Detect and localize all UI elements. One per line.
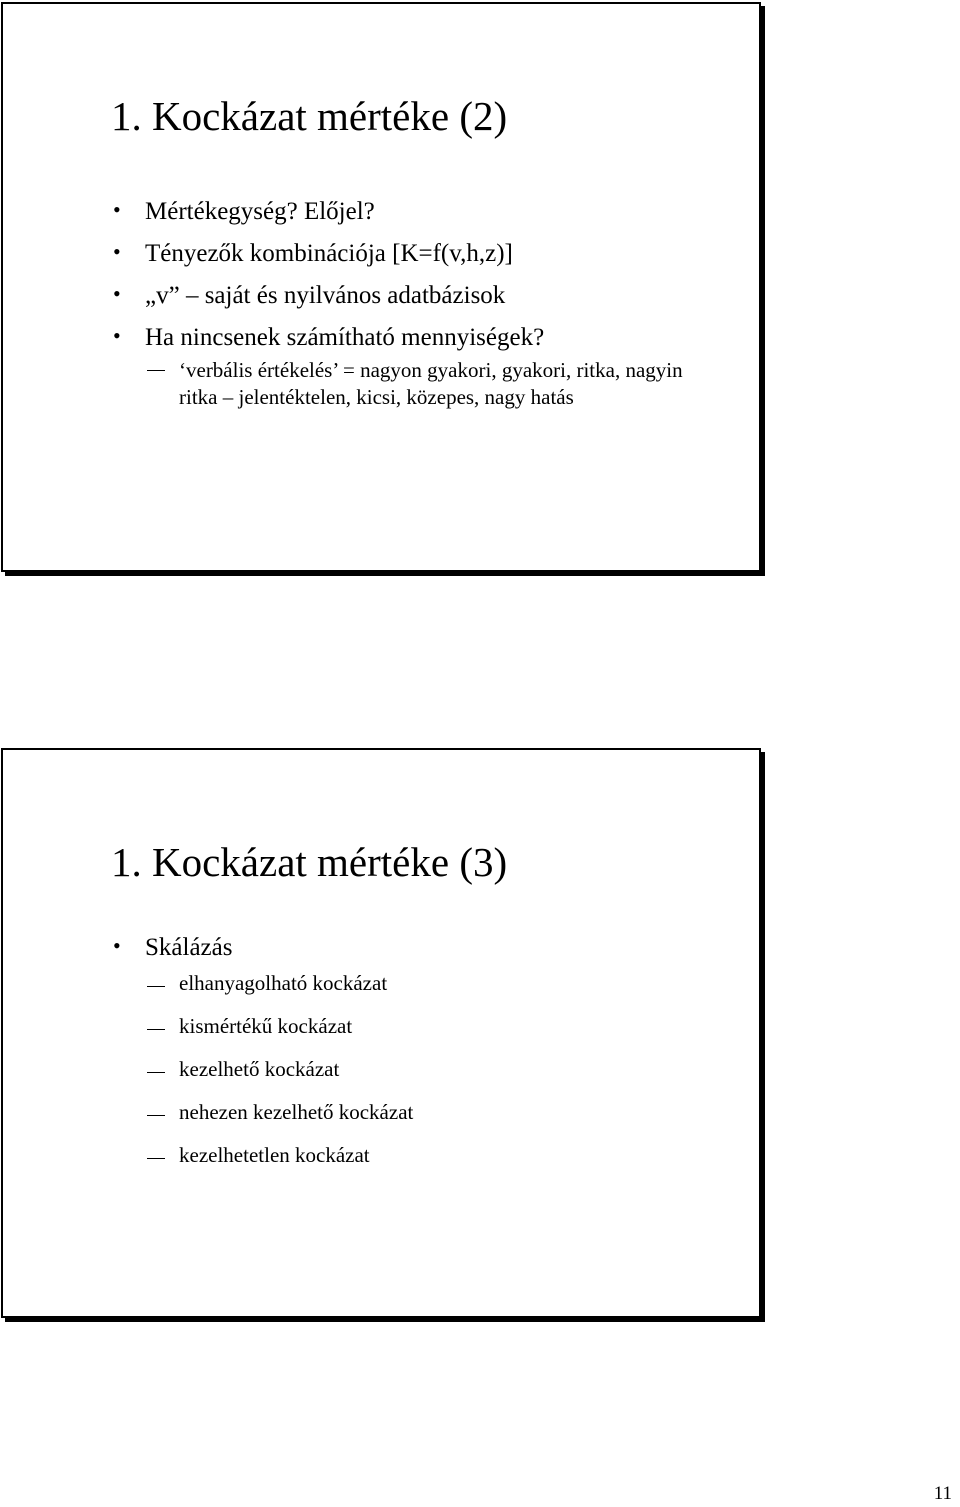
sub-item: kismértékű kockázat	[145, 1016, 413, 1037]
sub-list	[145, 357, 699, 410]
slide-2	[1, 748, 761, 1318]
bullet-text: Skálázás	[145, 934, 233, 961]
bullet-item: • „v” – saját és nyilvános adatbázisok	[111, 281, 699, 311]
bullet-item	[111, 933, 413, 1166]
bullet-text: Ha nincsenek számítható mennyiségek?	[145, 324, 545, 351]
sub-item: kezelhető kockázat	[145, 1059, 413, 1080]
page-number: 11	[933, 1483, 952, 1504]
sub-item: kezelhetetlen kockázat	[145, 1145, 413, 1166]
bullet-item: • Mértékegység? Előjel?	[111, 197, 699, 227]
bullet-item	[111, 323, 699, 410]
slide-1	[1, 2, 761, 572]
sub-item: elhanyagolható kockázat	[145, 973, 413, 994]
slide-title: 1. Kockázat mértéke (2)	[111, 93, 508, 139]
bullet-list	[111, 933, 413, 1188]
slide-title: 1. Kockázat mértéke (3)	[111, 839, 508, 885]
sub-item	[145, 357, 699, 410]
sub-list	[145, 973, 413, 1166]
sub-item: nehezen kezelhető kockázat	[145, 1102, 413, 1123]
sub-item-text: ‘verbális értékelés’ = nagyon gyakori, gyakori, ritka, nagyin ritka – jelentéktelen, kicsi, közepes, nagy hatás	[179, 358, 683, 409]
bullet-item: • Tényezők kombinációja [K=f(v,h,z)]	[111, 239, 699, 269]
bullet-list	[111, 197, 699, 422]
